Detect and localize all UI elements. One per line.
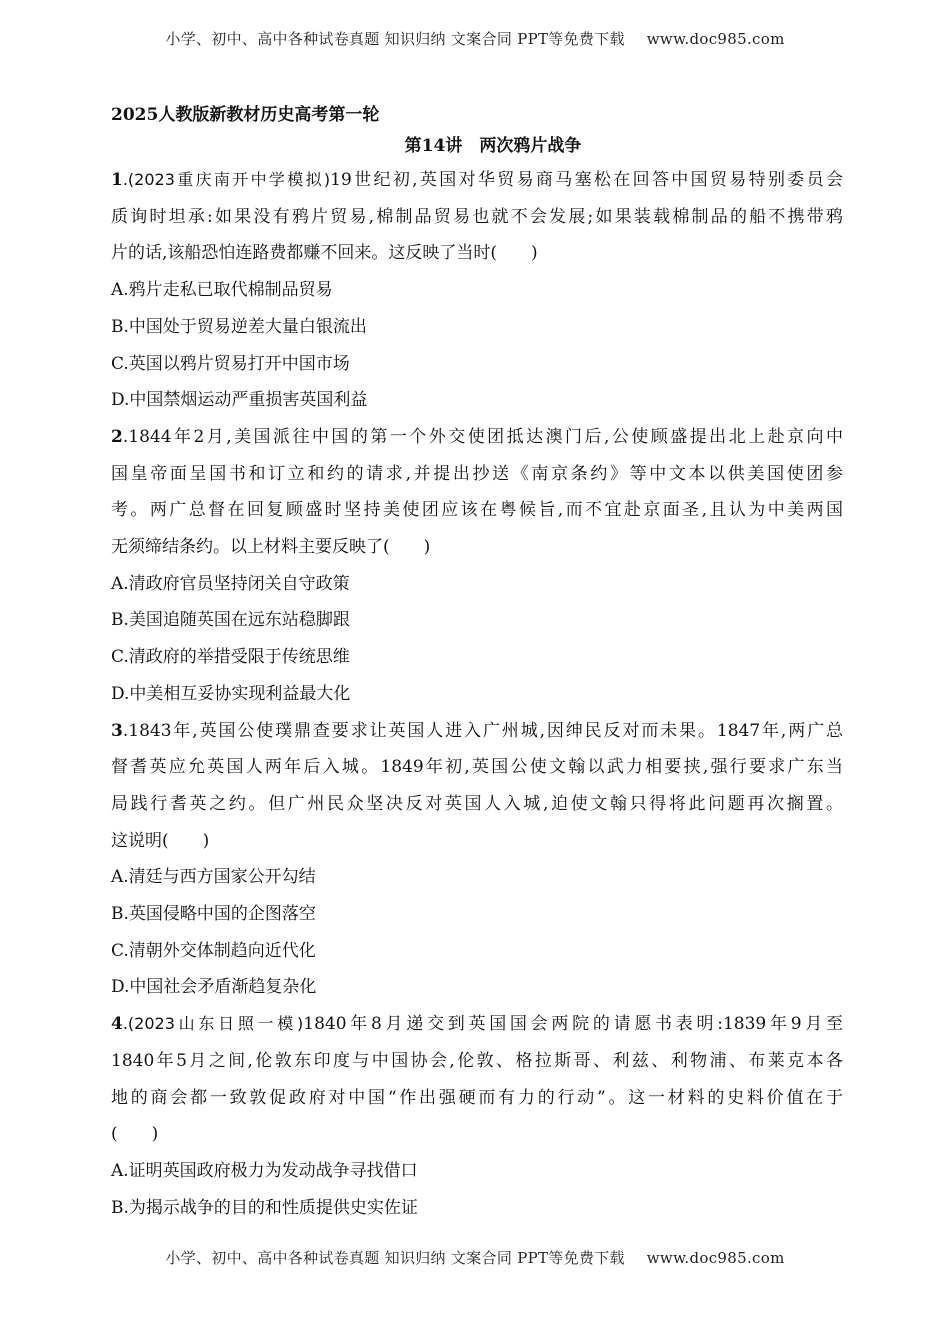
question-line: 督耆英应允英国人两年后入城。1849年初,英国公使文翰以武力相要挟,强行要求广东当 bbox=[111, 757, 843, 778]
page-footer bbox=[0, 1247, 950, 1268]
question-line: 地的商会都一致敦促政府对中国“作出强硬而有力的行动”。这一材料的史料价值在于 bbox=[111, 1087, 843, 1108]
option-a: A.鸦片走私已取代棉制品贸易 bbox=[111, 280, 333, 301]
option-b: B.美国追随英国在远东站稳脚跟 bbox=[111, 610, 350, 631]
question-text: 19世纪初,英国对华贸易商马塞松在回答中国贸易特别委员会 bbox=[330, 170, 843, 190]
option-d: D.中美相互妥协实现利益最大化 bbox=[111, 683, 351, 704]
document-body bbox=[111, 100, 843, 1226]
question-number: 2 bbox=[111, 426, 123, 447]
page-header bbox=[0, 28, 950, 49]
option-d: D.中国禁烟运动严重损害英国利益 bbox=[111, 390, 368, 411]
question-4 bbox=[111, 1006, 843, 1226]
question-source: .(2023重庆南开中学模拟) bbox=[122, 170, 331, 189]
question-line: 国皇帝面呈国书和订立和约的请求,并提出抄送《南京条约》等中文本以供美国使团参 bbox=[111, 463, 843, 484]
option-b: B.英国侵略中国的企图落空 bbox=[111, 904, 316, 925]
question-line: ( ) bbox=[111, 1124, 159, 1145]
option-c: C.清朝外交体制趋向近代化 bbox=[111, 940, 316, 961]
option-a: A.清廷与西方国家公开勾结 bbox=[111, 867, 316, 888]
footer-url[interactable]: www.doc985.com bbox=[646, 1249, 785, 1267]
header-url[interactable]: www.doc985.com bbox=[646, 30, 785, 48]
question-source: . bbox=[122, 426, 129, 447]
option-d: D.中国社会矛盾渐趋复杂化 bbox=[111, 977, 317, 998]
question-number: 3 bbox=[111, 720, 123, 741]
question-2 bbox=[111, 419, 843, 713]
question-line: 局践行耆英之约。但广州民众坚决反对英国人入城,迫使文翰只得将此问题再次搁置。 bbox=[111, 793, 843, 814]
question-line bbox=[111, 1006, 843, 1043]
option-c: C.清政府的举措受限于传统思维 bbox=[111, 647, 350, 668]
question-number: 1 bbox=[111, 170, 123, 190]
question-line: 无须缔结条约。以上材料主要反映了( ) bbox=[111, 537, 431, 558]
question-number: 4 bbox=[111, 1014, 123, 1035]
footer-text: 小学、初中、高中各种试卷真题 知识归纳 文案合同 PPT等免费下载 bbox=[165, 1249, 625, 1267]
question-text: 1844年2月,美国派往中国的第一个外交使团抵达澳门后,公使顾盛提出北上赴京向中 bbox=[128, 426, 843, 447]
question-source: .(2023山东日照一模) bbox=[122, 1014, 304, 1034]
question-3 bbox=[111, 713, 843, 1007]
question-text: 1840年8月递交到英国国会两院的请愿书表明:1839年9月至 bbox=[303, 1014, 843, 1035]
header-text: 小学、初中、高中各种试卷真题 知识归纳 文案合同 PPT等免费下载 bbox=[165, 30, 625, 48]
option-b: B.中国处于贸易逆差大量白银流出 bbox=[111, 316, 367, 337]
option-b: B.为揭示战争的目的和性质提供史实佐证 bbox=[111, 1197, 418, 1218]
question-line bbox=[111, 162, 843, 199]
lesson-title: 第14讲 两次鸦片战争 bbox=[404, 136, 582, 156]
question-line: 质询时坦承:如果没有鸦片贸易,棉制品贸易也就不会发展;如果装载棉制品的船不携带鸦 bbox=[111, 206, 843, 227]
question-line bbox=[111, 713, 843, 750]
question-line: 片的话,该船恐怕连路费都赚不回来。这反映了当时( ) bbox=[111, 243, 538, 264]
question-line: 考。两广总督在回复顾盛时坚持美使团应该在粤候旨,而不宜赴京面圣,且认为中美两国 bbox=[111, 500, 843, 521]
option-a: A.证明英国政府极力为发动战争寻找借口 bbox=[111, 1160, 418, 1181]
question-text: 1843年,英国公使璞鼎查要求让英国人进入广州城,因绅民反对而未果。1847年,两广总 bbox=[128, 720, 843, 741]
question-line: 这说明( ) bbox=[111, 830, 210, 851]
question-source: . bbox=[122, 720, 129, 741]
option-c: C.英国以鸦片贸易打开中国市场 bbox=[111, 353, 350, 374]
question-1 bbox=[111, 162, 843, 419]
question-line bbox=[111, 419, 843, 456]
option-a: A.清政府官员坚持闭关自守政策 bbox=[111, 573, 350, 594]
doc-title: 2025人教版新教材历史高考第一轮 bbox=[111, 105, 380, 125]
question-line: 1840年5月之间,伦敦东印度与中国协会,伦敦、格拉斯哥、利兹、利物浦、布莱克本各 bbox=[111, 1050, 843, 1071]
